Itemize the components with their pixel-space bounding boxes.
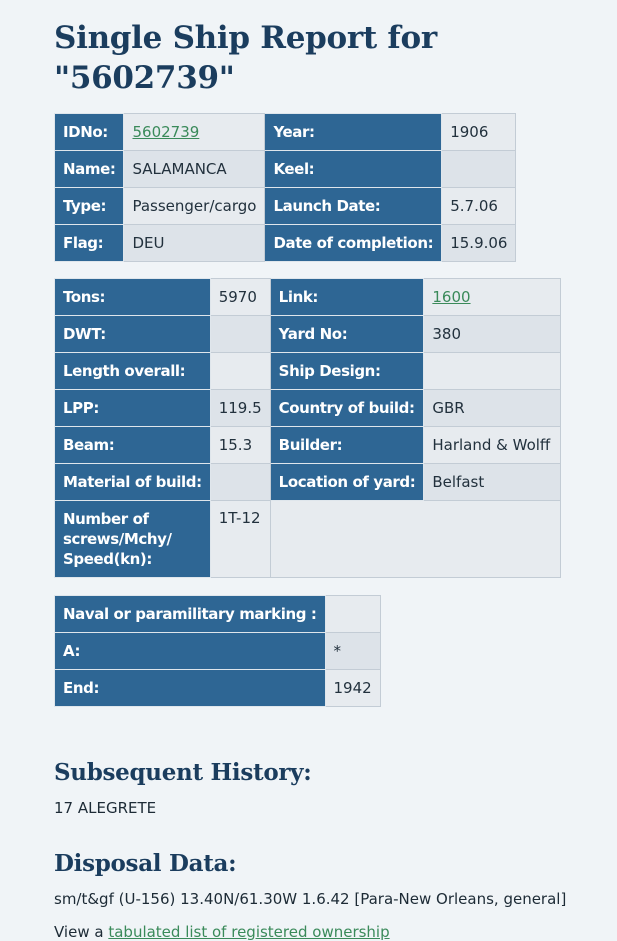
ownership-prefix: View a [54,923,104,941]
ownership-link[interactable]: tabulated list of registered ownership [108,923,390,941]
table-row [55,353,561,390]
table-row [55,501,561,578]
table-row [55,151,516,188]
name-value: SALAMANCA [124,151,265,188]
link-label: Link: [270,279,424,316]
ship-dimensions-table [54,278,561,578]
location-of-yard-label: Location of yard: [270,464,424,501]
screws-speed-value: 1T-12 [210,501,270,578]
idno-value [124,114,265,151]
lpp-label: LPP: [55,390,211,427]
lpp-value: 119.5 [210,390,270,427]
length-overall-label: Length overall: [55,353,211,390]
material-of-build-value [210,464,270,501]
empty-cell [270,501,561,578]
builder-label: Builder: [270,427,424,464]
length-overall-value [210,353,270,390]
year-value: 1906 [442,114,516,151]
table-row [55,114,516,151]
table-row [55,427,561,464]
marking-a-label: A: [55,633,326,670]
page-title: Single Ship Report for "5602739" [54,20,437,96]
naval-marking-value [325,596,380,633]
launch-date-value: 5.7.06 [442,188,516,225]
link-value [424,279,561,316]
naval-marking-label: Naval or paramilitary marking : [55,596,326,633]
location-of-yard-value: Belfast [424,464,561,501]
flag-label: Flag: [55,225,124,262]
ship-link[interactable]: 1600 [432,288,471,306]
yard-no-value: 380 [424,316,561,353]
launch-date-label: Launch Date: [265,188,442,225]
disposal-data-heading: Disposal Data: [54,850,237,877]
table-row [55,633,381,670]
idno-link[interactable]: 5602739 [132,123,200,141]
material-of-build-label: Material of build: [55,464,211,501]
type-value: Passenger/cargo [124,188,265,225]
ship-identity-table [54,113,516,262]
end-value: 1942 [325,670,380,707]
table-row [55,225,516,262]
disposal-data-text: sm/t&gf (U-156) 13.40N/61.30W 1.6.42 [Para-New Orleans, general] [54,890,567,908]
table-row [55,596,381,633]
ship-design-label: Ship Design: [270,353,424,390]
dwt-value [210,316,270,353]
beam-label: Beam: [55,427,211,464]
completion-date-value: 15.9.06 [442,225,516,262]
idno-label: IDNo: [55,114,124,151]
subsequent-history-text: 17 ALEGRETE [54,799,157,817]
year-label: Year: [265,114,442,151]
naval-marking-table [54,595,381,707]
ship-design-value [424,353,561,390]
yard-no-label: Yard No: [270,316,424,353]
name-label: Name: [55,151,124,188]
country-of-build-label: Country of build: [270,390,424,427]
keel-value [442,151,516,188]
type-label: Type: [55,188,124,225]
beam-value: 15.3 [210,427,270,464]
table-row [55,279,561,316]
keel-label: Keel: [265,151,442,188]
screws-speed-label: Number of screws/Mchy/ Speed(kn): [55,501,211,578]
table-row [55,188,516,225]
country-of-build-value: GBR [424,390,561,427]
ownership-line [54,923,617,941]
subsequent-history-heading: Subsequent History: [54,759,312,786]
table-row [55,316,561,353]
builder-value: Harland & Wolff [424,427,561,464]
table-row [55,464,561,501]
dwt-label: DWT: [55,316,211,353]
table-row [55,390,561,427]
flag-value: DEU [124,225,265,262]
marking-a-value: * [325,633,380,670]
tons-label: Tons: [55,279,211,316]
end-label: End: [55,670,326,707]
completion-date-label: Date of completion: [265,225,442,262]
tons-value: 5970 [210,279,270,316]
table-row [55,670,381,707]
